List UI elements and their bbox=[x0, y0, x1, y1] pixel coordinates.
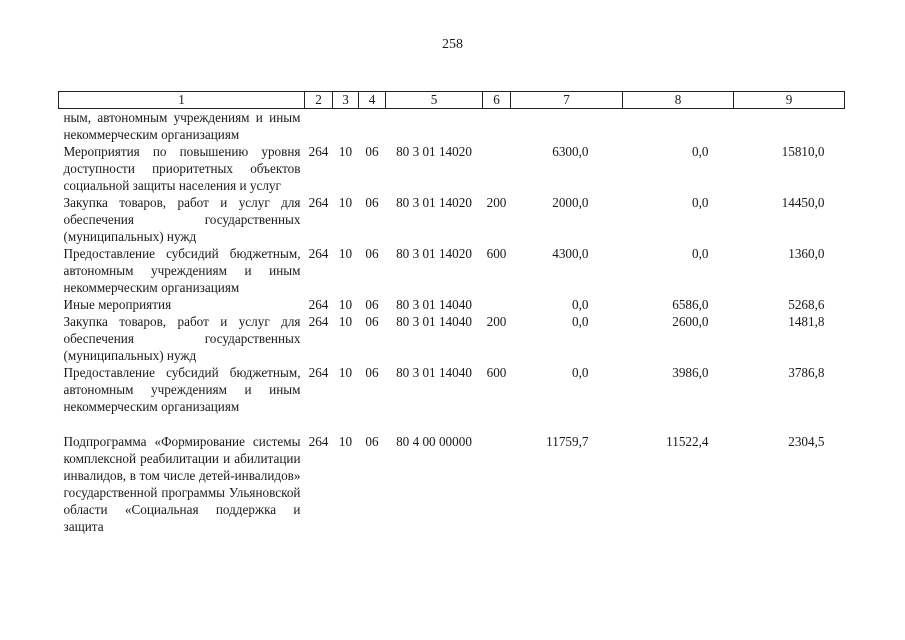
cell-expense-type bbox=[483, 296, 511, 313]
cell-amount-col9: 5268,6 bbox=[788, 297, 825, 312]
column-header: 3 bbox=[333, 92, 359, 109]
table-header-row bbox=[59, 92, 845, 109]
cell-podrazdel: 06 bbox=[365, 195, 379, 210]
cell-expense-type: 600 bbox=[486, 246, 507, 261]
cell-razdel: 10 bbox=[338, 365, 353, 380]
row-name: Иные мероприятия bbox=[63, 297, 172, 312]
row-name: Закупка товаров, работ и услуг для обеспечения государственных (муниципальных) нужд bbox=[63, 314, 301, 363]
cell-razdel: 10 bbox=[338, 434, 353, 449]
cell-amount-col7: 0,0 bbox=[572, 314, 589, 329]
cell-amount-col9: 1360,0 bbox=[788, 246, 825, 261]
cell-amount-col8 bbox=[623, 109, 734, 144]
row-name: Закупка товаров, работ и услуг для обеспечения государственных (муниципальных) нужд bbox=[63, 195, 301, 244]
cell-razdel: 10 bbox=[338, 314, 353, 329]
cell-expense-type bbox=[483, 143, 511, 194]
cell-amount-col8: 0,0 bbox=[692, 195, 709, 210]
row-name: Мероприятия по повышению уровня доступности приоритетных объектов социальной защиты населения и услуг bbox=[63, 144, 301, 193]
cell-podrazdel: 06 bbox=[365, 246, 379, 261]
cell-glavn: 264 bbox=[308, 434, 329, 449]
cell-amount-col9: 1481,8 bbox=[788, 314, 825, 329]
cell-amount-col7: 4300,0 bbox=[552, 246, 589, 261]
cell-glavn: 264 bbox=[308, 314, 329, 329]
table-row bbox=[59, 296, 845, 313]
cell-glavn bbox=[305, 109, 333, 144]
column-header: 6 bbox=[483, 92, 511, 109]
cell-glavn: 264 bbox=[308, 195, 329, 210]
row-name: Подпрограмма «Формирование системы комплексной реабилитации и абилитации инвалидов, в том числе детей-инвалидов» государственной программы Ульяновской области «Социальная поддержка и защита bbox=[63, 434, 301, 534]
cell-expense-type bbox=[483, 415, 511, 535]
cell-podrazdel: 06 bbox=[365, 297, 379, 312]
table-row bbox=[59, 364, 845, 415]
row-name: Предоставление субсидий бюджетным, автономным учреждениям и иным некоммерческим организациям bbox=[63, 246, 301, 295]
cell-target-code: 80 3 01 14020 bbox=[396, 195, 472, 210]
row-name: ным, автономным учреждениям и иным некоммерческим организациям bbox=[63, 110, 301, 142]
cell-amount-col7: 2000,0 bbox=[552, 195, 589, 210]
cell-amount-col9: 2304,5 bbox=[788, 434, 825, 449]
cell-expense-type: 600 bbox=[486, 365, 507, 380]
table-row bbox=[59, 109, 845, 144]
cell-podrazdel: 06 bbox=[365, 144, 379, 159]
table-row bbox=[59, 143, 845, 194]
cell-expense-type: 200 bbox=[486, 314, 507, 329]
cell-expense-type: 200 bbox=[486, 195, 507, 210]
cell-target-code: 80 4 00 00000 bbox=[396, 434, 472, 449]
column-header: 5 bbox=[386, 92, 483, 109]
column-header: 1 bbox=[59, 92, 305, 109]
cell-podrazdel: 06 bbox=[365, 434, 379, 449]
table-row bbox=[59, 313, 845, 364]
cell-target-code: 80 3 01 14020 bbox=[396, 144, 472, 159]
page-number: 258 bbox=[442, 37, 463, 52]
cell-razdel bbox=[333, 109, 359, 144]
cell-amount-col8: 11522,4 bbox=[666, 434, 709, 449]
table-row bbox=[59, 194, 845, 245]
cell-amount-col7: 6300,0 bbox=[552, 144, 589, 159]
column-header: 9 bbox=[734, 92, 845, 109]
cell-expense-type bbox=[483, 109, 511, 144]
cell-razdel: 10 bbox=[338, 297, 353, 312]
cell-amount-col7 bbox=[511, 109, 623, 144]
cell-amount-col9: 14450,0 bbox=[781, 195, 825, 210]
table-row bbox=[59, 415, 845, 535]
cell-podrazdel bbox=[359, 109, 386, 144]
cell-amount-col7: 11759,7 bbox=[546, 434, 589, 449]
row-name: Предоставление субсидий бюджетным, автономным учреждениям и иным некоммерческим организациям bbox=[63, 365, 301, 414]
cell-target-code: 80 3 01 14040 bbox=[396, 365, 472, 380]
cell-amount-col7: 0,0 bbox=[572, 297, 589, 312]
cell-razdel: 10 bbox=[338, 144, 353, 159]
cell-glavn: 264 bbox=[308, 297, 329, 312]
cell-amount-col8: 6586,0 bbox=[672, 297, 709, 312]
cell-razdel: 10 bbox=[338, 195, 353, 210]
cell-target-code: 80 3 01 14040 bbox=[396, 297, 472, 312]
cell-target-code: 80 3 01 14040 bbox=[396, 314, 472, 329]
cell-glavn: 264 bbox=[308, 365, 329, 380]
column-header: 8 bbox=[623, 92, 734, 109]
cell-amount-col7: 0,0 bbox=[572, 365, 589, 380]
cell-glavn: 264 bbox=[308, 246, 329, 261]
column-header: 2 bbox=[305, 92, 333, 109]
cell-amount-col9 bbox=[734, 109, 845, 144]
cell-podrazdel: 06 bbox=[365, 365, 379, 380]
cell-podrazdel: 06 bbox=[365, 314, 379, 329]
table-row bbox=[59, 245, 845, 296]
budget-table bbox=[58, 91, 845, 535]
cell-amount-col8: 0,0 bbox=[692, 246, 709, 261]
column-header: 7 bbox=[511, 92, 623, 109]
cell-amount-col8: 3986,0 bbox=[672, 365, 709, 380]
cell-target-code: 80 3 01 14020 bbox=[396, 246, 472, 261]
cell-amount-col9: 15810,0 bbox=[781, 144, 825, 159]
column-header: 4 bbox=[359, 92, 386, 109]
cell-amount-col8: 2600,0 bbox=[672, 314, 709, 329]
cell-amount-col8: 0,0 bbox=[692, 144, 709, 159]
cell-target-code bbox=[386, 109, 483, 144]
cell-amount-col9: 3786,8 bbox=[788, 365, 825, 380]
cell-razdel: 10 bbox=[338, 246, 353, 261]
cell-glavn: 264 bbox=[308, 144, 329, 159]
